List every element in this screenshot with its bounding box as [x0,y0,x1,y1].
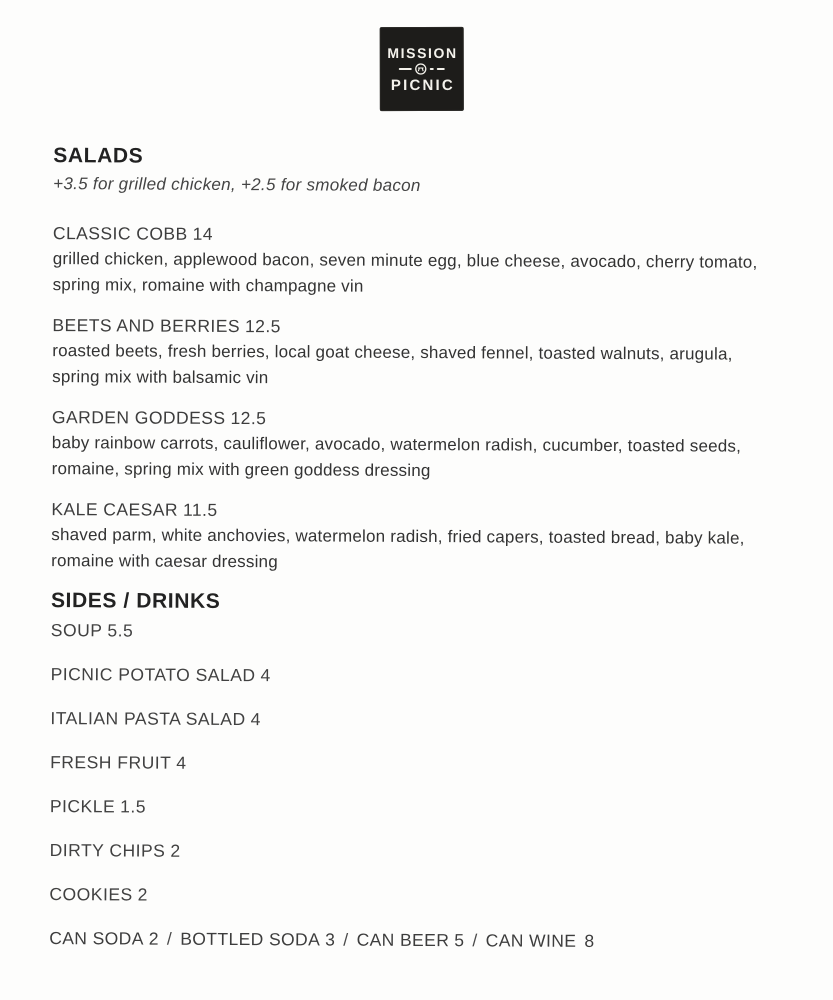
section-title-salads: SALADS [53,144,144,168]
menu-item-kale-caesar [51,496,777,577]
logo-dash-right-1 [429,68,433,70]
side-item-soup [51,619,777,645]
item-name: KALE CAESAR [51,499,179,520]
item-price: 5.5 [107,620,134,641]
item-name-line [52,404,778,434]
item-price: 12.5 [244,316,281,337]
item-name: FRESH FRUIT [50,752,172,773]
item-description-line: romaine with caesar dressing [51,550,278,571]
drinks-separator: / [472,930,478,951]
item-name: CAN WINE [485,930,577,951]
section-title-sides-drinks: SIDES / DRINKS [50,589,221,613]
item-name: GARDEN GODDESS [51,407,226,428]
side-item-picnic-potato-salad [51,663,777,689]
item-price: 1.5 [120,796,147,817]
menu-item-classic-cobb [53,220,779,301]
menu-item-beets-and-berries [52,312,778,393]
item-description-line: grilled chicken, applewood bacon, seven minute egg, blue cheese, avocado, cherry tomato, [52,249,758,272]
item-name-line [53,220,779,250]
item-name: SOUP [50,620,103,641]
item-name: PICKLE [49,796,116,817]
item-price: 8 [584,930,595,951]
item-name: BOTTLED SODA [180,928,321,950]
item-name: DIRTY CHIPS [49,840,166,861]
drinks-separator: / [166,928,173,949]
item-price: 2 [148,928,160,949]
item-description-line: spring mix with balsamic vin [52,366,269,387]
section-salads [51,143,779,577]
item-description-line: romaine, spring mix with green goddess dressing [51,458,431,480]
canned-drinks-line [49,927,775,953]
item-price: 5 [454,930,465,951]
item-name-line [51,496,777,526]
picnic-table-icon [414,63,426,75]
side-item-fresh-fruit [50,751,776,777]
side-item-pickle [50,795,776,821]
item-price: 4 [250,709,261,730]
item-price: 3 [325,929,336,950]
item-name: BEETS AND BERRIES [52,315,241,337]
item-name: CAN BEER [356,929,450,951]
item-price: 12.5 [230,408,267,429]
item-name: PICNIC POTATO SALAD [50,664,256,686]
salads-addons-note: +3.5 for grilled chicken, +2.5 for smoked bacon [53,174,421,195]
logo-dash-right-2 [436,68,444,70]
item-description-line: baby rainbow carrots, cauliflower, avocado, watermelon radish, cucumber, toasted seeds, [51,433,742,456]
logo-picnic-text: PICNIC [390,76,455,94]
item-price: 4 [176,752,187,773]
menu-item-garden-goddess [52,404,778,485]
item-price: 4 [260,665,271,686]
side-item-dirty-chips [50,839,776,865]
item-description-line: spring mix, romaine with champagne vin [52,274,364,296]
item-price: 14 [192,223,214,244]
section-sides-drinks [49,588,777,953]
item-name-line [52,312,778,342]
item-price: 2 [170,840,181,861]
logo-dash-left [398,68,411,70]
menu-page [0,25,833,1000]
menu-content [49,143,779,953]
drinks-separator: / [343,929,349,950]
logo-mission-text: MISSION [386,44,458,61]
item-name: COOKIES [49,884,133,905]
side-item-cookies [49,883,775,909]
item-price: 11.5 [182,499,218,520]
side-item-italian-pasta-salad [50,707,776,733]
item-price: 2 [137,884,148,905]
item-name: CAN SODA [49,928,144,949]
item-name: ITALIAN PASTA SALAD [50,708,246,730]
mission-picnic-logo [379,27,463,111]
item-name: CLASSIC COBB [52,223,188,244]
item-description-line: roasted beets, fresh berries, local goat cheese, shaved fennel, toasted walnuts, arugula, [52,341,733,364]
item-description-line: shaved parm, white anchovies, watermelon radish, fried capers, toasted bread, baby kale, [51,525,745,548]
logo-divider [398,63,444,74]
